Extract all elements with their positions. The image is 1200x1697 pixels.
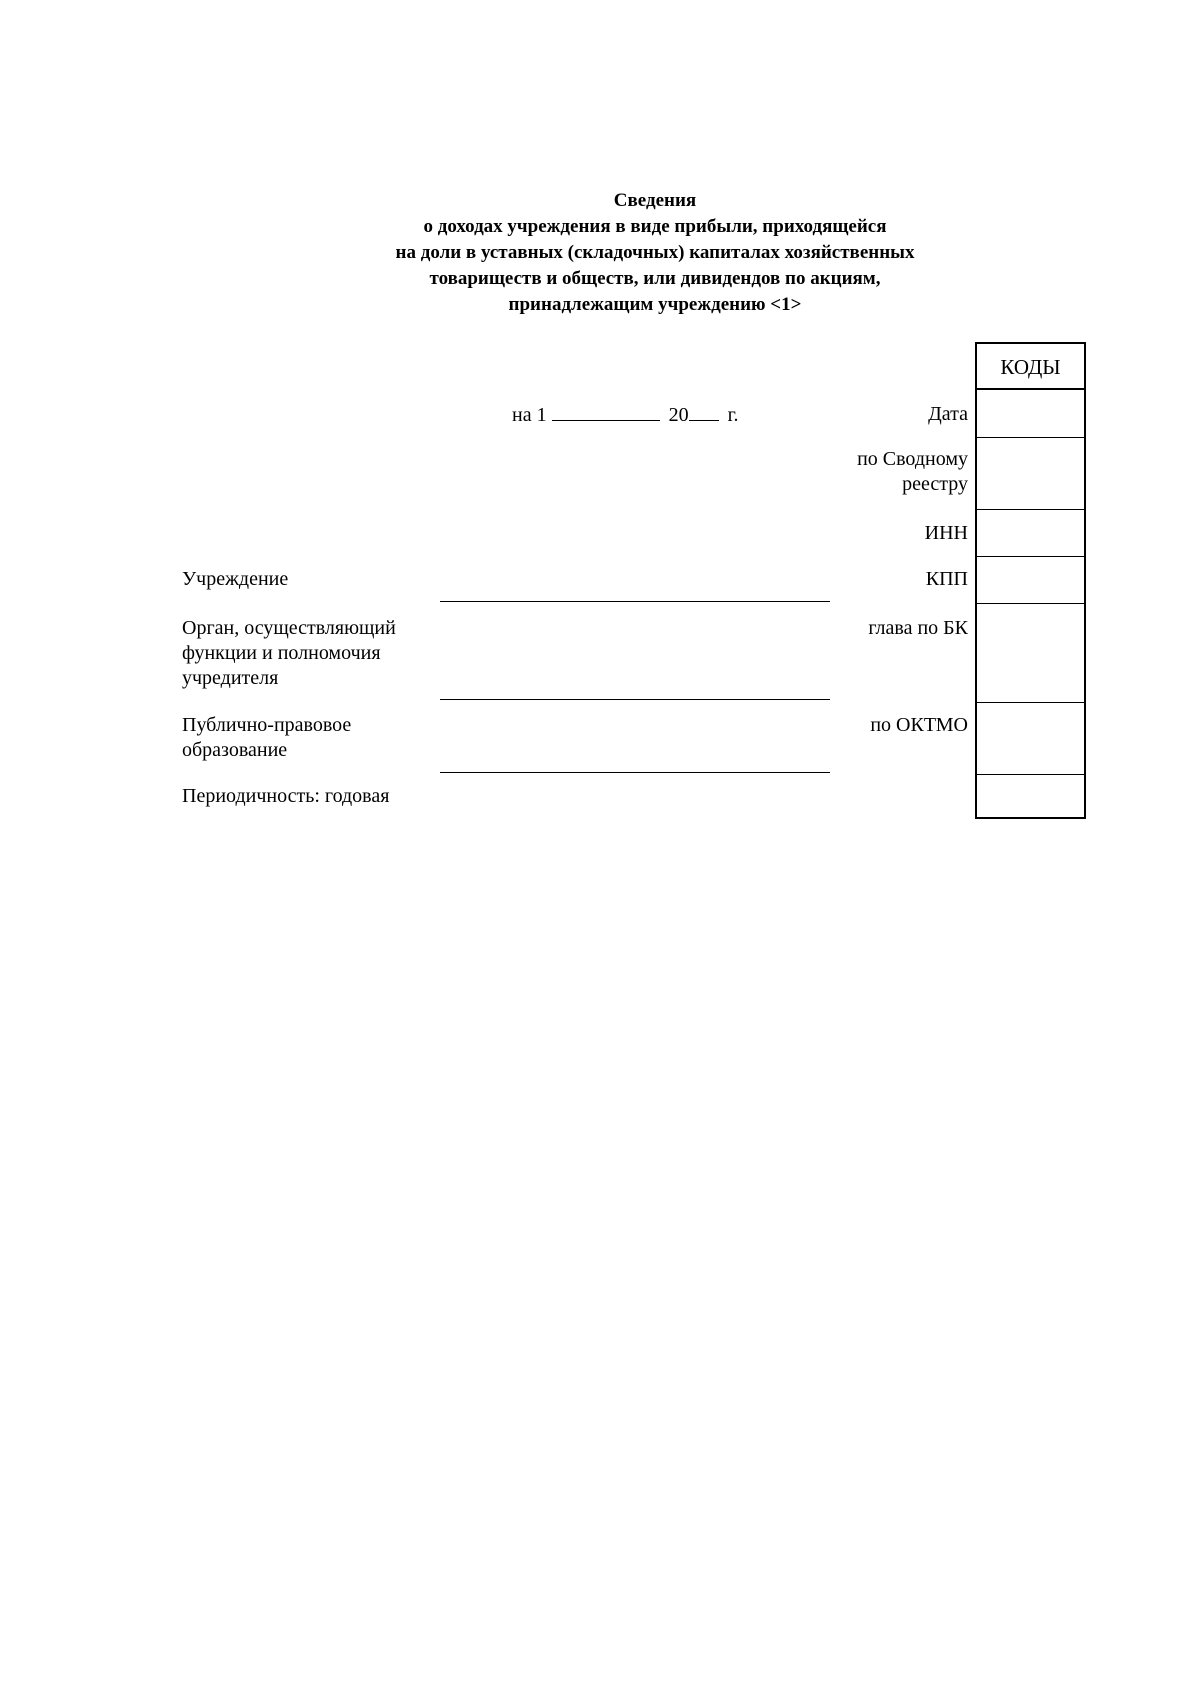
year-blank-field[interactable]: [689, 402, 719, 421]
inn-code-cell[interactable]: [977, 510, 1084, 557]
founder-label-line-1: Орган, осуществляющий: [182, 617, 396, 639]
inn-code-label: ИНН: [924, 522, 968, 544]
date-code-cell[interactable]: [977, 390, 1084, 438]
date-suffix: г.: [727, 404, 739, 426]
registry-code-label: [857, 447, 968, 497]
codes-table: [975, 342, 1086, 819]
bk-code-cell[interactable]: [977, 604, 1084, 703]
founder-fill-line[interactable]: [440, 699, 830, 700]
periodicity-label: Периодичность: годовая: [182, 785, 390, 807]
institution-fill-line[interactable]: [440, 601, 830, 602]
date-code-label: Дата: [928, 403, 968, 425]
municipality-label-line-2: образование: [182, 739, 288, 761]
registry-code-cell[interactable]: [977, 438, 1084, 510]
founder-label: [182, 616, 396, 691]
report-date-line: [512, 402, 739, 427]
title-line-5: принадлежащим учреждению <1>: [508, 294, 802, 315]
municipality-label-line-1: Публично-правовое: [182, 714, 352, 736]
title-line-1: Сведения: [613, 190, 697, 211]
oktmo-code-label: по ОКТМО: [870, 714, 968, 736]
bk-code-label: глава по БК: [868, 617, 968, 639]
oktmo-code-cell[interactable]: [977, 703, 1084, 775]
registry-code-label-line-1: по Сводному: [857, 448, 968, 470]
founder-label-line-3: учредителя: [182, 667, 279, 689]
municipality-fill-line[interactable]: [440, 772, 830, 773]
title-line-3: на доли в уставных (складочных) капиталах хозяйственных: [395, 242, 915, 263]
institution-label: Учреждение: [182, 568, 289, 590]
title-line-4: товариществ и обществ, или дивидендов по акциям,: [429, 268, 881, 289]
kpp-code-label: КПП: [925, 568, 968, 590]
date-prefix: на 1: [512, 404, 547, 426]
periodicity-code-cell[interactable]: [977, 775, 1084, 817]
registry-code-label-line-2: реестру: [902, 473, 968, 495]
year-prefix: 20: [668, 404, 689, 426]
kpp-code-cell[interactable]: [977, 557, 1084, 604]
founder-label-line-2: функции и полномочия: [182, 642, 381, 664]
municipality-label: [182, 713, 351, 763]
title-line-2: о доходах учреждения в виде прибыли, приходящейся: [423, 216, 887, 237]
document-title: [0, 188, 1200, 318]
codes-header: КОДЫ: [977, 344, 1084, 390]
date-blank-field[interactable]: [552, 402, 660, 421]
